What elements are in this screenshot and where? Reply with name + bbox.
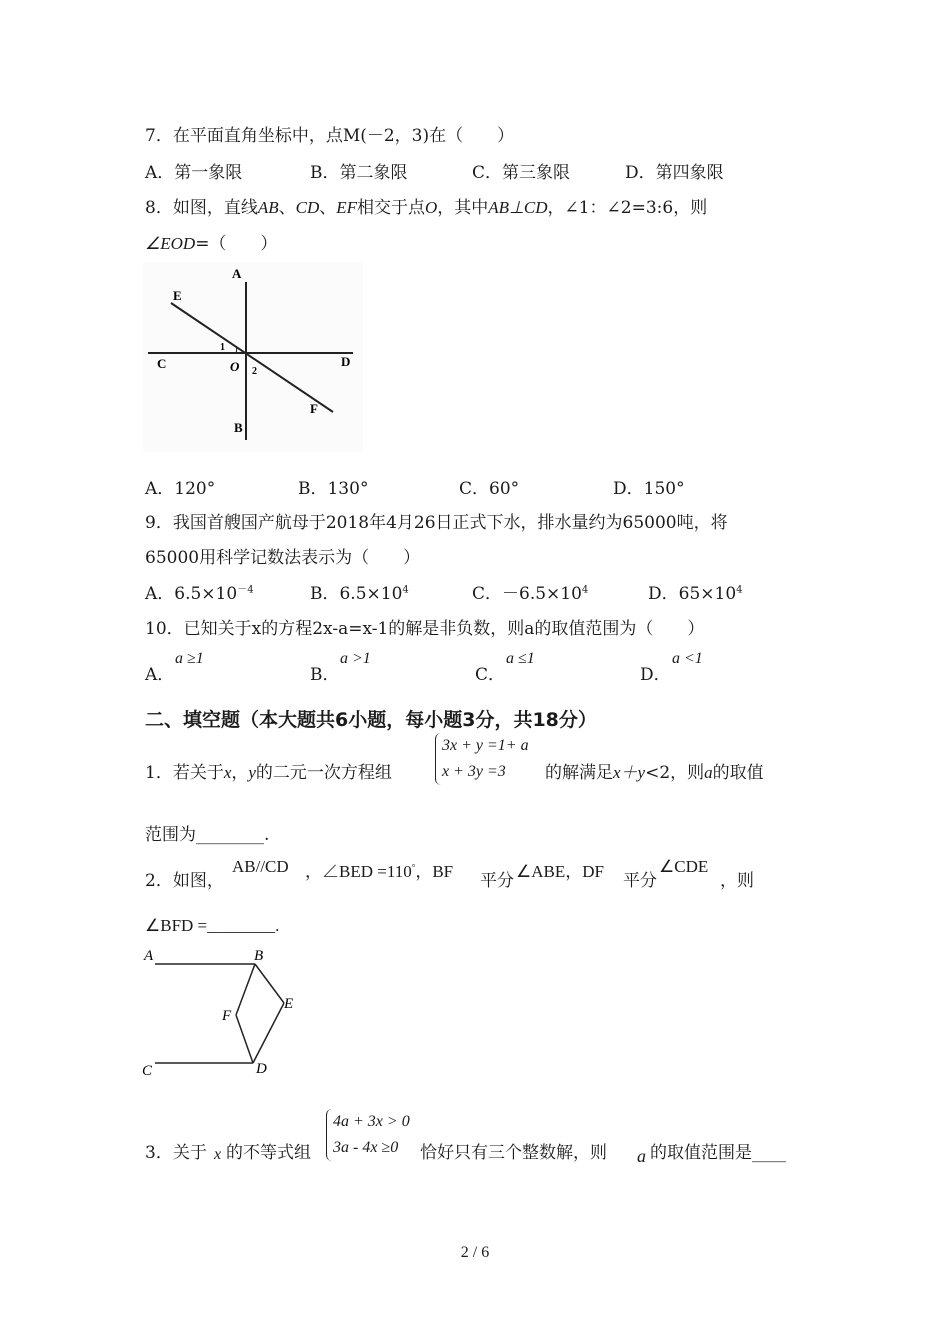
q8-cd: CD: [295, 198, 320, 217]
q8-label-e: E: [173, 288, 182, 303]
q8-option-c: C．60°: [459, 479, 520, 499]
q8-label-b: B: [234, 420, 243, 435]
q8-label-f: F: [310, 401, 318, 416]
f1-eq1: 3x + y =1+ a: [442, 737, 529, 754]
f1-post1: 的解满足: [545, 763, 613, 783]
q8-label-angle1: 1: [220, 342, 225, 353]
f1-answer-line: 范围为________.: [145, 825, 270, 845]
q10-option-a-expr: a ≥1: [175, 650, 204, 667]
f1-post3: 的取值: [712, 763, 764, 783]
q10-stem: 10．已知关于x的方程2x-a=x-1的解是非负数，则a的取值范围为（ ）: [145, 619, 705, 639]
f2-post: ，则: [720, 871, 754, 891]
f3-ineq1: 4a + 3x > 0: [333, 1113, 410, 1130]
q8-label-o: O: [230, 359, 240, 374]
page-number: 2 / 6: [460, 1244, 490, 1261]
q9-option-c-exp: 4: [581, 584, 589, 596]
q8-perp: AB⊥CD: [488, 198, 548, 217]
q8-ratio: ，∠1：∠2=3:6，则: [547, 198, 708, 218]
f2-label-e: E: [284, 996, 294, 1012]
f1-x: x: [223, 763, 232, 782]
q8-o: O: [425, 198, 438, 217]
f1-post2: <2，则: [645, 763, 705, 783]
f2-label-a: A: [144, 948, 154, 964]
f1-comma: ，: [231, 763, 249, 783]
f1-equation-system: [435, 733, 529, 785]
f2-angle: [305, 857, 453, 882]
q8-figure: [143, 262, 363, 452]
q8-option-a: A．120°: [145, 479, 216, 499]
q9-option-a: [145, 579, 254, 604]
q9-option-a-label: A．6.5×10: [145, 584, 238, 604]
f2-label-d: D: [256, 1061, 267, 1077]
f2-figure: [138, 942, 308, 1082]
f3-inequality-system: [326, 1109, 410, 1161]
q7-option-a: A．第一象限: [145, 163, 243, 183]
q9-option-c-label: C．－6.5×10: [472, 584, 582, 604]
f1-a: a: [704, 763, 713, 782]
q8-ab: AB: [257, 198, 279, 217]
q8-mid: 相交于点: [357, 198, 426, 218]
f2-parallel: AB//CD: [232, 857, 289, 876]
q9-option-c: [472, 579, 588, 604]
q7-option-d: D．第四象限: [625, 163, 724, 183]
q8-label-c: C: [157, 356, 167, 371]
f2-angle-text: ，∠BED =110: [305, 862, 412, 881]
f2-abe: ∠ABE，DF: [516, 862, 604, 881]
q8-label-a: A: [232, 266, 242, 281]
f1-cond: x＋y: [613, 763, 646, 782]
q9-stem-line1: 9．我国首艘国产航母于2018年4月26日正式下水，排水量约为65000吨，将: [145, 513, 728, 533]
q8-label-d: D: [341, 354, 351, 369]
q9-option-a-exp: －4: [237, 584, 254, 596]
f2-bf: ，BF: [415, 862, 454, 881]
q10-option-b-expr: a >1: [340, 650, 371, 667]
q8-stem-rest: =（ ）: [195, 234, 278, 254]
f2-label-c: C: [142, 1063, 153, 1079]
f2-degree: °: [411, 862, 416, 873]
q8-option-b: B．130°: [298, 479, 369, 499]
q10-option-b-label: B．: [310, 665, 340, 685]
f1-eq2: x + 3y =3: [442, 763, 506, 780]
q9-stem-line2: 65000用科学记数法表示为（ ）: [145, 548, 421, 568]
q8-angle-eod: ∠EOD: [145, 234, 196, 253]
q7-stem: 7．在平面直角坐标中，点M(－2，3)在（ ）: [145, 126, 515, 146]
f1-stem: [145, 758, 392, 783]
f3-pre: 3．关于: [145, 1143, 207, 1163]
f1-pre: 1．若关于: [145, 763, 224, 783]
f2-bisect2: 平分: [623, 871, 657, 891]
f1-y: y: [248, 763, 256, 782]
f3-mid: 的不等式组: [226, 1143, 311, 1163]
f1-mid: 的二元一次方程组: [255, 763, 392, 783]
q7-option-c: C．第三象限: [472, 163, 571, 183]
q8-sep1: 、: [278, 198, 296, 218]
f3-post2: 的取值范围是____: [650, 1143, 786, 1163]
f3-x: x: [214, 1146, 222, 1163]
f2-label-b: B: [254, 948, 264, 964]
f3-a: a: [637, 1146, 646, 1166]
f1-stem-post: [545, 758, 764, 783]
q8-sep2: 、: [319, 198, 337, 218]
f2-label-f: F: [222, 1008, 232, 1024]
q9-option-b: [310, 579, 409, 604]
q9-option-b-exp: 4: [402, 584, 409, 596]
f2-bisect1: 平分: [480, 871, 514, 891]
q8-stem-line2: [145, 229, 277, 254]
q10-option-c-label: C．: [475, 665, 506, 685]
q10-option-d-expr: a <1: [672, 650, 703, 667]
q10-option-d-label: D．: [640, 665, 671, 685]
q9-option-d-label: D．65×10: [648, 584, 737, 604]
q8-option-d: D．150°: [613, 479, 685, 499]
q9-option-d: [648, 579, 743, 604]
q9-option-d-exp: 4: [736, 584, 743, 596]
q7-option-b: B．第二象限: [310, 163, 408, 183]
q8-ef: EF: [336, 198, 358, 217]
f2-stem: 2．如图，: [145, 871, 224, 891]
f3-ineq2: 3a - 4x ≥0: [333, 1139, 399, 1156]
f2-cde: ∠CDE: [659, 857, 709, 876]
q10-option-a-label: A．: [145, 665, 175, 685]
q8-label-angle2: 2: [252, 366, 257, 377]
f2-answer-line: ∠BFD =________.: [145, 916, 280, 935]
q8-stem-pre: 8．如图，直线: [145, 198, 258, 218]
f3-post1: 恰好只有三个整数解，则: [420, 1143, 607, 1163]
section-title: 二、填空题（本大题共6小题，每小题3分，共18分）: [145, 709, 597, 731]
q10-option-c-expr: a ≤1: [506, 650, 535, 667]
q8-mid2: ，其中: [437, 198, 489, 218]
q8-stem: [145, 193, 707, 218]
q9-option-b-label: B．6.5×10: [310, 584, 403, 604]
